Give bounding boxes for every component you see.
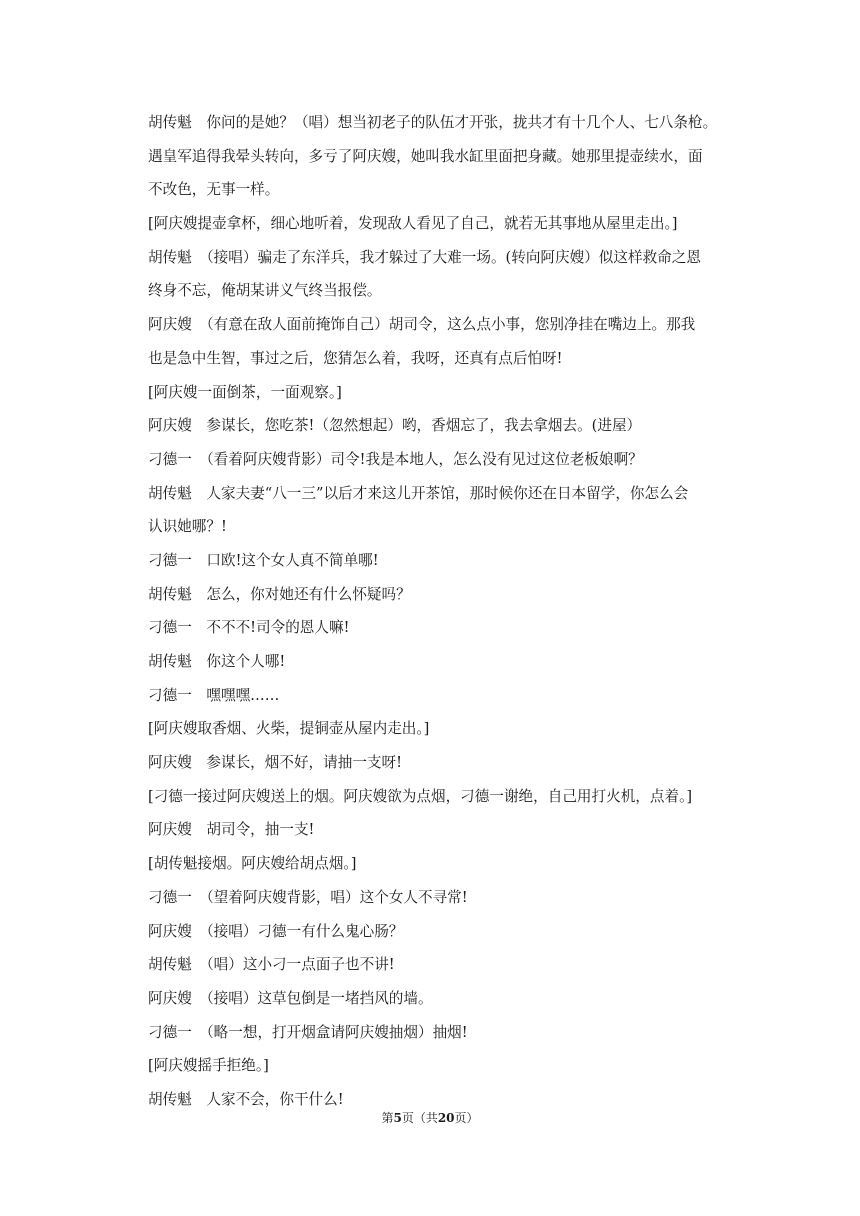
text-line: 胡传魁 （接唱）骗走了东洋兵，我才躲过了大难一场。(转向阿庆嫂）似这样救命之恩 <box>148 248 701 266</box>
stage-direction: [阿庆嫂摇手拒绝。] <box>148 1057 269 1075</box>
text-line: 胡传魁 人家不会，你干什么! <box>148 1090 344 1108</box>
stage-direction: [阿庆嫂提壶拿杯，细心地听着，发现敌人看见了自己，就若无其事地从屋里走出。] <box>148 215 678 233</box>
text-line: 阿庆嫂 胡司令，抽一支! <box>148 821 315 839</box>
text-line: 阿庆嫂 （接唱）刁德一有什么鬼心肠？ <box>148 922 404 940</box>
text-line: 胡传魁 你这个人哪! <box>148 653 286 670</box>
text-line: 遇皇军追得我晕头转向，多亏了阿庆嫂，她叫我水缸里面把身藏。她那里提壶续水，面 <box>148 147 703 165</box>
text-line: 终身不忘，俺胡某讲义气终当报偿。 <box>148 282 382 300</box>
text-line: 刁德一 口欧!这个女人真不简单哪! <box>148 551 379 569</box>
footer-prefix: 第 <box>381 1111 394 1125</box>
page-footer <box>0 1110 860 1126</box>
text-line: 认识她哪？! <box>148 518 227 536</box>
text-line: 也是急中生智，事过之后，您猜怎么着，我呀，还真有点后怕呀! <box>148 349 563 367</box>
stage-direction: [阿庆嫂一面倒茶，一面观察。] <box>148 383 342 401</box>
stage-direction: [刁德一接过阿庆嫂送上的烟。阿庆嫂欲为点烟，刁德一谢绝，自己用打火机，点着。] <box>148 787 693 805</box>
footer-suffix: 页） <box>454 1111 479 1125</box>
text-line: 胡传魁 人家夫妻“八一三”以后才来这儿开茶馆，那时候你还在日本留学，你怎么会 <box>148 484 689 502</box>
text-line: 胡传魁 （唱）这小刁一点面子也不讲! <box>148 956 395 974</box>
text-line: 刁德一 （望着阿庆嫂背影，唱）这个女人不寻常! <box>148 888 468 906</box>
stage-direction: [阿庆嫂取香烟、火柴，提铜壶从屋内走出。] <box>148 720 430 738</box>
footer-middle: 页（共 <box>401 1111 438 1125</box>
text-line: 胡传魁 你问的是她？（唱）想当初老子的队伍才开张，拢共才有十几个人、七八条枪。 <box>148 114 718 131</box>
text-line: 刁德一 （略一想，打开烟盒请阿庆嫂抽烟）抽烟! <box>148 1023 468 1041</box>
text-line: 刁德一 （看着阿庆嫂背影）司令!我是本地人，怎么没有见过这位老板娘啊？ <box>148 450 643 468</box>
text-line: 阿庆嫂 （接唱）这草包倒是一堵挡风的墙。 <box>148 989 433 1007</box>
text-line: 胡传魁 怎么，你对她还有什么怀疑吗？ <box>148 585 411 603</box>
text-line: 阿庆嫂 （有意在敌人面前掩饰自己）胡司令，这么点小事，您别净挂在嘴边上。那我 <box>148 316 696 334</box>
text-line: 不改色，无事一样。 <box>148 181 280 199</box>
text-line: 阿庆嫂 参谋长，烟不好，请抽一支呀! <box>148 754 402 772</box>
stage-direction: [胡传魁接烟。阿庆嫂给胡点烟。] <box>148 855 357 873</box>
script-text <box>148 106 738 1117</box>
text-line: 刁德一 不不不!司令的恩人嘛! <box>148 619 350 637</box>
footer-total-pages: 20 <box>437 1111 455 1125</box>
text-line: 刁德一 嘿嘿嘿…… <box>148 686 280 704</box>
text-line: 阿庆嫂 参谋长，您吃茶!（忽然想起）哟，香烟忘了，我去拿烟去。(进屋） <box>148 417 642 435</box>
footer-page-number: 5 <box>393 1111 402 1125</box>
